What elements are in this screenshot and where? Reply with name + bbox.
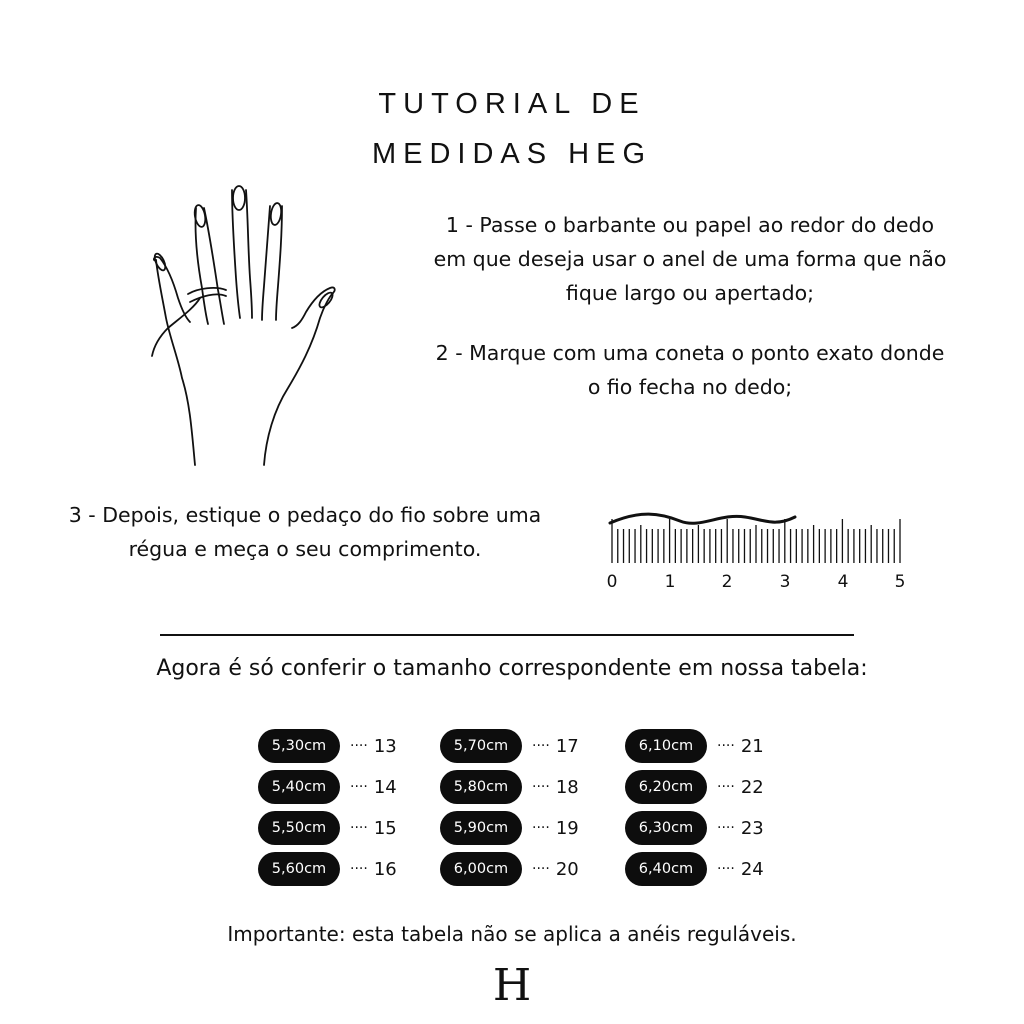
leader-dots: ···· xyxy=(350,820,368,836)
ruler-with-string-icon xyxy=(600,505,920,600)
step-2-text: 2 - Marque com uma coneta o ponto exato donde o fio fecha no dedo; xyxy=(435,341,945,399)
measure-badge: 5,60cm xyxy=(258,852,340,886)
ruler-label-1: 1 xyxy=(664,572,676,592)
size-row xyxy=(625,729,764,763)
ring-size-value: 14 xyxy=(373,776,397,798)
measure-badge: 5,40cm xyxy=(258,770,340,804)
ruler-label-5: 5 xyxy=(894,572,906,592)
size-row xyxy=(258,852,397,886)
ring-size-value: 18 xyxy=(555,776,579,798)
leader-dots: ···· xyxy=(350,738,368,754)
ring-size-value: 19 xyxy=(555,817,579,839)
size-row xyxy=(440,852,579,886)
ruler-label-2: 2 xyxy=(721,572,733,592)
measure-badge: 5,30cm xyxy=(258,729,340,763)
measure-badge: 5,50cm xyxy=(258,811,340,845)
ruler-label-0: 0 xyxy=(606,572,618,592)
size-row xyxy=(625,811,764,845)
ring-size-value: 17 xyxy=(555,735,579,757)
leader-dots: ···· xyxy=(350,779,368,795)
size-row xyxy=(258,770,397,804)
measure-badge: 6,30cm xyxy=(625,811,707,845)
measure-badge: 5,90cm xyxy=(440,811,522,845)
ring-size-value: 16 xyxy=(373,858,397,880)
size-column-3 xyxy=(625,729,764,893)
measure-badge: 5,80cm xyxy=(440,770,522,804)
size-column-2 xyxy=(440,729,579,893)
page-title-line-2: MEDIDAS HEG xyxy=(371,138,653,170)
measure-badge: 6,00cm xyxy=(440,852,522,886)
size-row xyxy=(258,811,397,845)
ring-size-value: 24 xyxy=(740,858,764,880)
size-row xyxy=(258,729,397,763)
leader-dots: ···· xyxy=(717,779,735,795)
leader-dots: ···· xyxy=(350,861,368,877)
table-intro-text: Agora é só conferir o tamanho correspondente em nossa tabela: xyxy=(156,656,868,681)
ring-size-value: 15 xyxy=(373,817,397,839)
measure-badge: 6,20cm xyxy=(625,770,707,804)
measure-badge: 5,70cm xyxy=(440,729,522,763)
ring-size-value: 20 xyxy=(555,858,579,880)
size-row xyxy=(625,770,764,804)
leader-dots: ···· xyxy=(717,820,735,836)
ring-size-value: 21 xyxy=(740,735,764,757)
size-row xyxy=(440,729,579,763)
size-row xyxy=(440,770,579,804)
step-1-text: 1 - Passe o barbante ou papel ao redor do dedo em que deseja usar o anel de uma forma que não fique largo ou apertado; xyxy=(433,213,947,305)
measure-badge: 6,10cm xyxy=(625,729,707,763)
divider xyxy=(160,634,854,636)
page-title-line-1: TUTORIAL DE xyxy=(378,88,646,120)
leader-dots: ···· xyxy=(532,738,550,754)
ring-size-value: 13 xyxy=(373,735,397,757)
ruler-label-4: 4 xyxy=(837,572,849,592)
ring-size-value: 22 xyxy=(740,776,764,798)
leader-dots: ···· xyxy=(532,779,550,795)
leader-dots: ···· xyxy=(717,861,735,877)
leader-dots: ···· xyxy=(532,820,550,836)
leader-dots: ···· xyxy=(532,861,550,877)
important-note: Importante: esta tabela não se aplica a anéis reguláveis. xyxy=(227,922,797,946)
measure-badge: 6,40cm xyxy=(625,852,707,886)
leader-dots: ···· xyxy=(717,738,735,754)
brand-logo: H xyxy=(492,960,532,1011)
size-column-1 xyxy=(258,729,397,893)
step-3-text: 3 - Depois, estique o pedaço do fio sobre uma régua e meça o seu comprimento. xyxy=(68,503,542,561)
size-row xyxy=(440,811,579,845)
size-row xyxy=(625,852,764,886)
ring-size-value: 23 xyxy=(740,817,764,839)
hand-with-string-icon xyxy=(140,178,350,473)
ruler-label-3: 3 xyxy=(779,572,791,592)
